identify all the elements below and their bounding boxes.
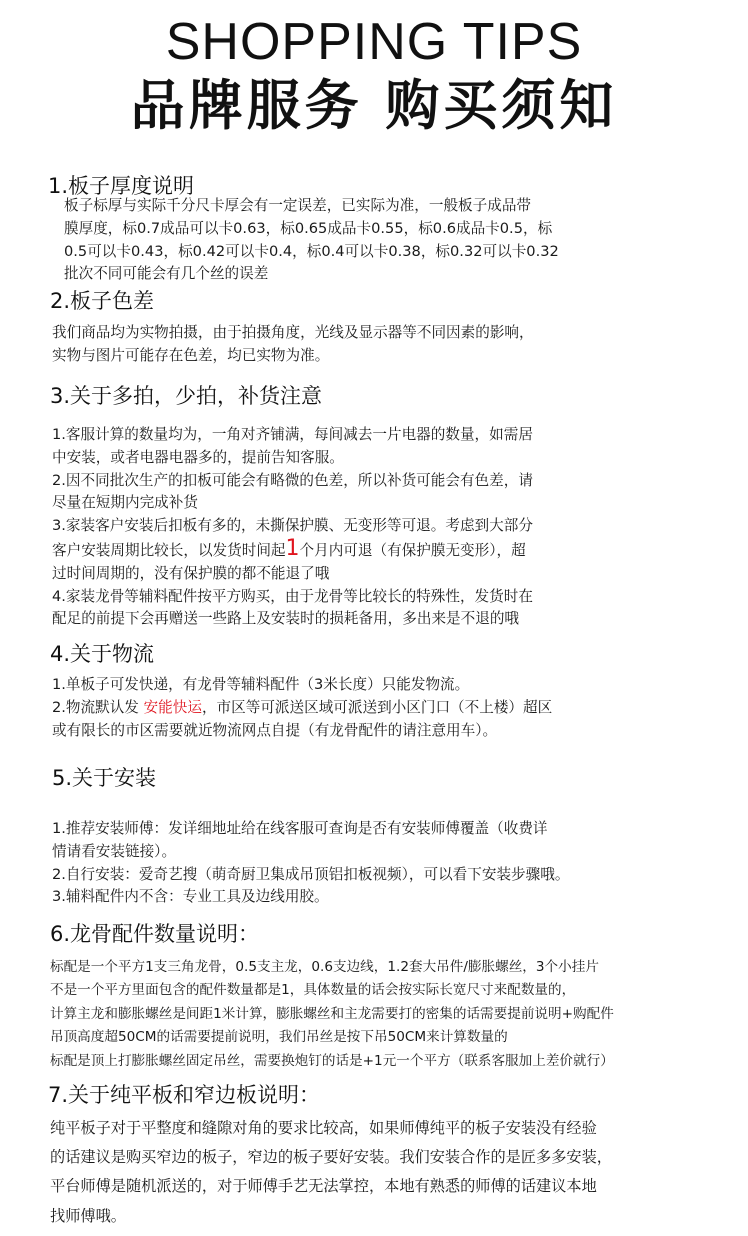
text-line: 0.5可以卡0.43，标0.42可以卡0.4，标0.4可以卡0.38，标0.32可以卡0.32: [64, 242, 559, 260]
section-5-body: [52, 818, 569, 909]
text-line: 不是一个平方里面包含的配件数量都是1，具体数量的话会按实际长宽尺寸来配数量的，: [50, 982, 576, 999]
text-line: 尽量在短期内完成补货: [52, 494, 198, 512]
text-line: 2.自行安装：爱奇艺搜（萌奇厨卫集成吊顶铝扣板视频），可以看下安装步骤哦。: [52, 865, 570, 883]
text-segment: 客户安装周期比较长，以发货时间起: [52, 541, 286, 559]
text-line: 我们商品均为实物拍摄，由于拍摄角度，光线及显示器等不同因素的影响，: [52, 324, 534, 341]
section-4-body: [52, 674, 552, 742]
text-line: 3.辅料配件内不含：专业工具及边线用胶。: [52, 888, 329, 906]
text-line: 膜厚度，标0.7成品可以卡0.63，标0.65成品卡0.55，标0.6成品卡0.5，标: [64, 219, 553, 237]
text-line: 1.推荐安装师傅：发详细地址给在线客服可查询是否有安装师傅覆盖（收费详: [52, 820, 548, 837]
text-line: 计算主龙和膨胀螺丝是间距1米计算，膨胀螺丝和主龙需要打的密集的话需要提前说明+购配件: [50, 1005, 614, 1022]
section-5-heading: 5.关于安装: [52, 766, 157, 790]
section-6-heading: 6.龙骨配件数量说明：: [50, 922, 260, 946]
text-line: 中安装，或者电器电器多的，提前告知客服。: [52, 448, 344, 466]
text-line: 纯平板子对于平整度和缝隙对角的要求比较高，如果师傅纯平的板子安装没有经验: [50, 1119, 597, 1137]
text-line: 1.单板子可发快递，有龙骨等辅料配件（3米长度）只能发物流。: [52, 676, 470, 693]
text-segment: 个月内可退（有保护膜无变形），超: [299, 541, 526, 559]
text-line: 平台师傅是随机派送的，对于师傅手艺无法掌控，本地有熟悉的师傅的话建议本地: [50, 1177, 597, 1196]
section-2-heading: 2.板子色差: [50, 289, 155, 313]
text-line: [52, 535, 533, 563]
text-line: 过时间周期的，没有保护膜的都不能退了哦: [52, 564, 330, 582]
title-en: SHOPPING TIPS: [165, 13, 583, 71]
section-1-heading: 1.板子厚度说明: [48, 174, 195, 198]
section-4-heading: 4.关于物流: [50, 642, 155, 666]
section-3-body: [52, 424, 533, 631]
text-line: 配足的前提下会再赠送一些路上及安装时的损耗备用，多出来是不退的哦: [52, 610, 520, 628]
section-7-body: [50, 1114, 612, 1231]
text-line: 2.因不同批次生产的扣板可能会有略微的色差，所以补货可能会有色差，请: [52, 471, 533, 489]
highlight-number: 1: [285, 535, 300, 561]
section-1-body: [64, 195, 559, 286]
text-line: 标配是顶上打膨胀螺丝固定吊丝，需要换炮钉的话是+1元一个平方（联系客服加上差价就行）: [50, 1052, 614, 1069]
text-line: 找师傅哦。: [50, 1206, 126, 1225]
text-line: 3.家装客户安装后扣板有多的，未撕保护膜、无变形等可退。考虑到大部分: [52, 517, 533, 535]
text-line: 1.客服计算的数量均为，一角对齐铺满，每间减去一片电器的数量，如需居: [52, 426, 533, 443]
text-line: 或有限长的市区需要就近物流网点自提（有龙骨配件的请注意用车）。: [52, 721, 498, 739]
text-line: 吊顶高度超50CM的话需要提前说明，我们吊丝是按下吊50CM来计算数量的: [50, 1029, 508, 1046]
text-line: 的话建议是购买窄边的板子，窄边的板子要好安装。我们安装合作的是匠多多安装，: [50, 1148, 612, 1167]
text-line: 实物与图片可能存在色差，均已实物为准。: [52, 346, 330, 364]
section-7-heading: 7.关于纯平板和窄边板说明：: [48, 1083, 321, 1107]
text-line: 批次不同可能会有几个丝的误差: [64, 265, 269, 283]
highlight-carrier: 安能快运: [143, 698, 202, 716]
text-line: 4.家装龙骨等辅料配件按平方购买，由于龙骨等比较长的特殊性，发货时在: [52, 587, 533, 605]
text-line: 情请看安装链接）。: [52, 842, 177, 860]
section-3-heading: 3.关于多拍，少拍，补货注意: [50, 384, 323, 408]
text-line: 标配是一个平方1支三角龙骨，0.5支主龙，0.6支边线，1.2套大吊件/膨胀螺丝，3个小挂片: [50, 959, 599, 975]
text-line: [52, 697, 552, 720]
section-6-body: [50, 956, 614, 1073]
text-line: 板子标厚与实际千分尺卡厚会有一定误差，已实际为准，一般板子成品带: [64, 197, 532, 214]
text-segment: ，市区等可派送区域可派送到小区门口（不上楼）超区: [201, 698, 553, 716]
text-segment: 2.物流默认发: [52, 698, 144, 716]
section-2-body: [52, 322, 534, 368]
title-cn: 品牌服务 购买须知: [130, 74, 618, 137]
